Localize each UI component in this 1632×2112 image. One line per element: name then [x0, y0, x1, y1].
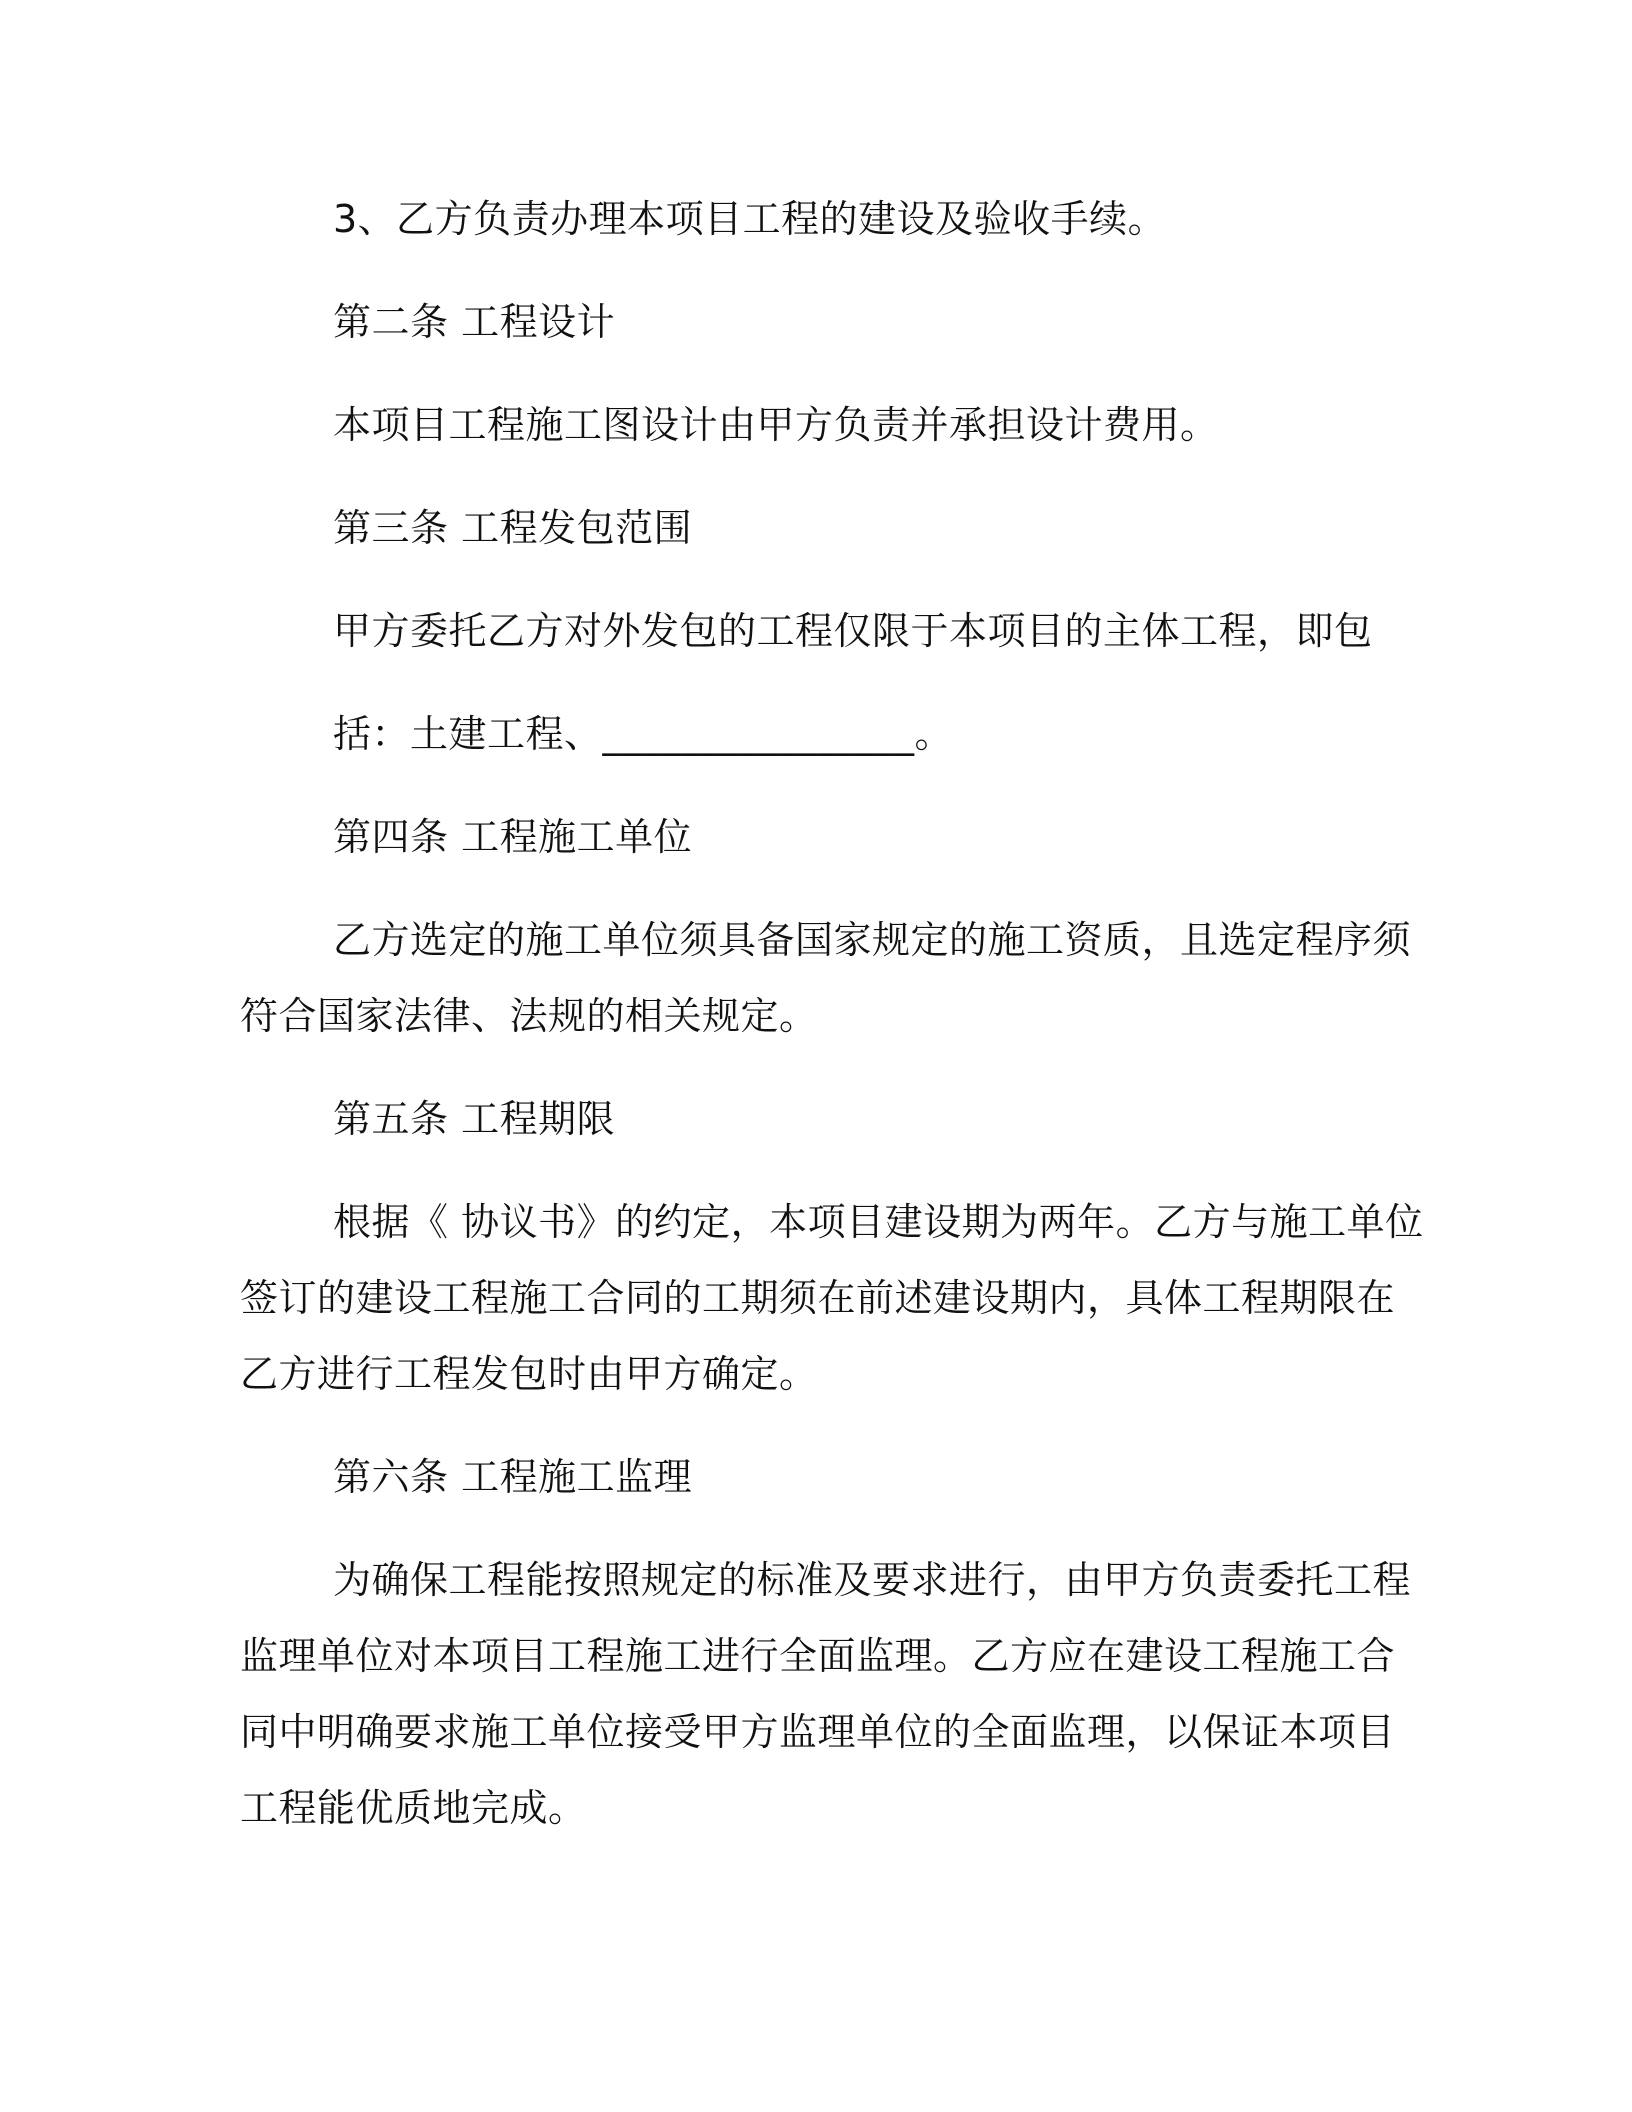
article-5-body-line-3: 乙方进行工程发包时由甲方确定。 — [240, 1352, 818, 1396]
article-6-body-line-1: 为确保工程能按照规定的标准及要求进行，由甲方负责委托工程 — [333, 1558, 1412, 1602]
article-5-body-line-1: 根据《 协议书》的约定，本项目建设期为两年。乙方与施工单位 — [333, 1200, 1424, 1244]
article-4-body-line-1: 乙方选定的施工单位须具备国家规定的施工资质，且选定程序须 — [333, 918, 1412, 962]
clause-1-item-3: 3、乙方负责办理本项目工程的建设及验收手续。 — [333, 197, 1167, 241]
article-4-heading: 第四条 工程施工单位 — [333, 815, 693, 859]
article-5-body-line-2: 签订的建设工程施工合同的工期须在前述建设期内，具体工程期限在 — [240, 1276, 1396, 1320]
article-6-body-line-4: 工程能优质地完成。 — [240, 1786, 587, 1830]
article-6-heading: 第六条 工程施工监理 — [333, 1455, 693, 1499]
article-3-body-line-2: 括：土建工程、________________。 — [333, 712, 954, 756]
article-6-body-line-3: 同中明确要求施工单位接受甲方监理单位的全面监理，以保证本项目 — [240, 1710, 1396, 1754]
article-6-body-line-2: 监理单位对本项目工程施工进行全面监理。乙方应在建设工程施工合 — [240, 1634, 1396, 1678]
article-2-body: 本项目工程施工图设计由甲方负责并承担设计费用。 — [333, 403, 1219, 447]
article-3-body-line-1: 甲方委托乙方对外发包的工程仅限于本项目的主体工程，即包 — [333, 609, 1373, 653]
article-3-heading: 第三条 工程发包范围 — [333, 506, 693, 550]
article-4-body-line-2: 符合国家法律、法规的相关规定。 — [240, 994, 818, 1038]
article-2-heading: 第二条 工程设计 — [333, 300, 616, 344]
article-5-heading: 第五条 工程期限 — [333, 1097, 616, 1141]
